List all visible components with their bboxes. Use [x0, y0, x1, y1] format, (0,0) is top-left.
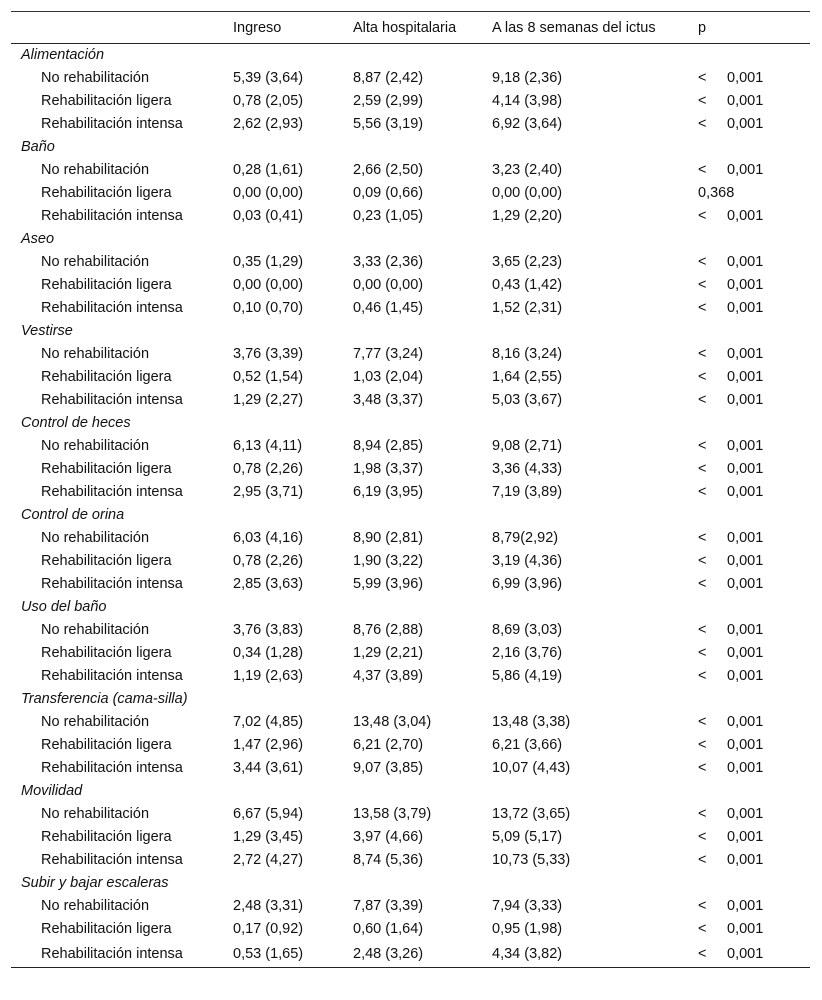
p-value: 0,001 [727, 553, 764, 569]
p-cell [698, 941, 810, 968]
semanas8-value: 3,19 (4,36) [492, 553, 563, 569]
p-value: 0,001 [727, 484, 764, 500]
category-label: Movilidad [21, 783, 83, 799]
header-ingreso: Ingreso [233, 12, 353, 44]
p-sign: < [698, 645, 707, 661]
p-sign: < [698, 898, 707, 914]
ingreso-value: 0,78 (2,26) [233, 461, 304, 477]
table-row [11, 159, 810, 182]
ingreso-value: 1,29 (2,27) [233, 392, 304, 408]
semanas8-value: 5,03 (3,67) [492, 392, 563, 408]
row-label: Rehabilitación intensa [41, 116, 183, 132]
alta-value: 5,56 (3,19) [353, 116, 424, 132]
ingreso-value: 3,76 (3,83) [233, 622, 304, 638]
semanas8-value: 1,64 (2,55) [492, 369, 563, 385]
p-cell [698, 343, 810, 366]
table-header [11, 12, 810, 44]
p-value: 0,001 [727, 116, 764, 132]
p-value: 0,001 [727, 668, 764, 684]
alta-value: 8,74 (5,36) [353, 852, 424, 868]
alta-value: 0,60 (1,64) [353, 921, 424, 937]
p-sign: < [698, 369, 707, 385]
table-row [11, 67, 810, 90]
p-sign: < [698, 162, 707, 178]
category-label: Subir y bajar escaleras [21, 875, 169, 891]
semanas8-value: 3,65 (2,23) [492, 254, 563, 270]
alta-value: 2,48 (3,26) [353, 941, 492, 968]
alta-value: 13,58 (3,79) [353, 806, 432, 822]
table-row [11, 573, 810, 596]
table-row [11, 458, 810, 481]
semanas8-value: 8,79(2,92) [492, 530, 559, 546]
p-value: 0,001 [727, 829, 764, 845]
p-cell [698, 366, 810, 389]
table-row [11, 389, 810, 412]
ingreso-value: 0,78 (2,05) [233, 93, 304, 109]
alta-value: 7,87 (3,39) [353, 898, 424, 914]
p-cell [698, 481, 810, 504]
category-row [11, 136, 810, 159]
table-row [11, 619, 810, 642]
semanas8-value: 10,73 (5,33) [492, 852, 571, 868]
row-label: No rehabilitación [41, 622, 150, 638]
p-sign: < [698, 806, 707, 822]
semanas8-value: 1,52 (2,31) [492, 300, 563, 316]
alta-value: 1,03 (2,04) [353, 369, 424, 385]
alta-value: 8,94 (2,85) [353, 438, 424, 454]
table-row [11, 113, 810, 136]
table-row [11, 895, 810, 918]
row-label: Rehabilitación ligera [41, 645, 172, 661]
ingreso-value: 6,03 (4,16) [233, 530, 304, 546]
p-cell [698, 182, 810, 205]
p-value: 0,001 [727, 300, 764, 316]
row-label: Rehabilitación intensa [41, 668, 183, 684]
p-cell [698, 711, 810, 734]
category-label: Control de orina [21, 507, 125, 523]
p-value: 0,001 [727, 945, 764, 962]
category-label: Aseo [21, 231, 55, 247]
p-cell [698, 550, 810, 573]
table-row [11, 550, 810, 573]
header-8-semanas: A las 8 semanas del ictus [492, 12, 698, 44]
p-cell [698, 251, 810, 274]
ingreso-value: 3,44 (3,61) [233, 760, 304, 776]
alta-value: 1,29 (2,21) [353, 645, 424, 661]
p-cell [698, 803, 810, 826]
p-cell [698, 895, 810, 918]
p-sign: < [698, 254, 707, 270]
alta-value: 8,87 (2,42) [353, 70, 424, 86]
p-sign: < [698, 208, 707, 224]
p-sign: < [698, 622, 707, 638]
ingreso-value: 7,02 (4,85) [233, 714, 304, 730]
p-cell [698, 205, 810, 228]
p-sign: < [698, 576, 707, 592]
category-row [11, 228, 810, 251]
category-row [11, 412, 810, 435]
semanas8-value: 1,29 (2,20) [492, 208, 563, 224]
p-cell [698, 573, 810, 596]
row-label: Rehabilitación ligera [41, 737, 172, 753]
table-row [11, 297, 810, 320]
p-cell [698, 734, 810, 757]
p-cell [698, 458, 810, 481]
header-empty [11, 12, 233, 44]
semanas8-value: 6,92 (3,64) [492, 116, 563, 132]
p-cell [698, 274, 810, 297]
ingreso-value: 2,62 (2,93) [233, 116, 304, 132]
alta-value: 0,00 (0,00) [353, 277, 424, 293]
semanas8-value: 9,18 (2,36) [492, 70, 563, 86]
ingreso-value: 1,19 (2,63) [233, 668, 304, 684]
alta-value: 8,76 (2,88) [353, 622, 424, 638]
p-value: 0,001 [727, 714, 764, 730]
header-row [11, 12, 810, 44]
ingreso-value: 1,47 (2,96) [233, 737, 304, 753]
p-sign: < [698, 93, 707, 109]
header-p: p [698, 12, 810, 44]
row-label: Rehabilitación ligera [41, 369, 172, 385]
row-label: No rehabilitación [41, 530, 150, 546]
p-cell [698, 849, 810, 872]
p-sign: < [698, 438, 707, 454]
ingreso-value: 6,67 (5,94) [233, 806, 304, 822]
category-label: Control de heces [21, 415, 131, 431]
row-label: Rehabilitación ligera [41, 461, 172, 477]
alta-value: 0,46 (1,45) [353, 300, 424, 316]
semanas8-value: 4,34 (3,82) [492, 941, 698, 968]
p-sign: < [698, 277, 707, 293]
semanas8-value: 8,69 (3,03) [492, 622, 563, 638]
table-row [11, 826, 810, 849]
semanas8-value: 13,48 (3,38) [492, 714, 571, 730]
ingreso-value: 0,28 (1,61) [233, 162, 304, 178]
p-value: 0,001 [727, 737, 764, 753]
row-label: No rehabilitación [41, 254, 150, 270]
p-value: 0,001 [727, 921, 764, 937]
p-value: 0,001 [727, 852, 764, 868]
p-sign: < [698, 714, 707, 730]
table-row [11, 182, 810, 205]
ingreso-value: 6,13 (4,11) [233, 438, 303, 454]
p-cell [698, 665, 810, 688]
semanas8-value: 0,00 (0,00) [492, 185, 563, 201]
p-sign: < [698, 346, 707, 362]
alta-value: 8,90 (2,81) [353, 530, 424, 546]
p-sign: < [698, 530, 707, 546]
row-label: No rehabilitación [41, 438, 150, 454]
category-row [11, 688, 810, 711]
semanas8-value: 7,94 (3,33) [492, 898, 563, 914]
category-label: Uso del baño [21, 599, 107, 615]
p-sign: < [698, 461, 707, 477]
alta-value: 5,99 (3,96) [353, 576, 424, 592]
alta-value: 0,09 (0,66) [353, 185, 424, 201]
row-label: Rehabilitación intensa [41, 392, 183, 408]
p-sign: < [698, 116, 707, 132]
table-row [11, 803, 810, 826]
ingreso-value: 2,72 (4,27) [233, 852, 304, 868]
category-row [11, 504, 810, 527]
row-label: Rehabilitación intensa [41, 208, 183, 224]
row-label: Rehabilitación ligera [41, 921, 172, 937]
ingreso-value: 3,76 (3,39) [233, 346, 304, 362]
row-label: Rehabilitación intensa [41, 760, 183, 776]
p-value: 0,001 [727, 530, 764, 546]
ingreso-value: 0,35 (1,29) [233, 254, 304, 270]
p-cell [698, 389, 810, 412]
category-label: Vestirse [21, 323, 73, 339]
p-value: 0,001 [727, 760, 764, 776]
table-row [11, 274, 810, 297]
p-cell [698, 757, 810, 780]
ingreso-value: 0,00 (0,00) [233, 277, 304, 293]
p-sign: < [698, 668, 707, 684]
alta-value: 6,19 (3,95) [353, 484, 424, 500]
ingreso-value: 0,00 (0,00) [233, 185, 304, 201]
category-row [11, 780, 810, 803]
ingreso-value: 0,10 (0,70) [233, 300, 304, 316]
row-label: Rehabilitación ligera [41, 829, 172, 845]
p-cell [698, 67, 810, 90]
semanas8-value: 5,86 (4,19) [492, 668, 563, 684]
table-row [11, 665, 810, 688]
semanas8-value: 5,09 (5,17) [492, 829, 563, 845]
p-value: 0,001 [727, 645, 764, 661]
table-row [11, 343, 810, 366]
table-row [11, 527, 810, 550]
category-label: Baño [21, 139, 55, 155]
row-label: Rehabilitación intensa [11, 941, 233, 968]
ingreso-value: 2,95 (3,71) [233, 484, 304, 500]
alta-value: 1,98 (3,37) [353, 461, 424, 477]
p-cell [698, 159, 810, 182]
table-row [11, 481, 810, 504]
category-row [11, 596, 810, 619]
p-value: 0,001 [727, 806, 764, 822]
row-label: No rehabilitación [41, 898, 150, 914]
ingreso-value: 0,03 (0,41) [233, 208, 304, 224]
table-row [11, 366, 810, 389]
row-label: No rehabilitación [41, 346, 150, 362]
p-cell [698, 435, 810, 458]
table-row [11, 918, 810, 941]
p-cell [698, 642, 810, 665]
ingreso-value: 0,17 (0,92) [233, 921, 304, 937]
table-row [11, 941, 810, 968]
row-label: Rehabilitación ligera [41, 185, 172, 201]
alta-value: 9,07 (3,85) [353, 760, 424, 776]
p-value: 0,001 [727, 346, 764, 362]
semanas8-value: 4,14 (3,98) [492, 93, 563, 109]
table-row [11, 642, 810, 665]
p-value: 0,001 [727, 576, 764, 592]
ingreso-value: 1,29 (3,45) [233, 829, 304, 845]
p-sign: < [698, 852, 707, 868]
semanas8-value: 0,43 (1,42) [492, 277, 563, 293]
p-value: 0,001 [727, 93, 764, 109]
semanas8-value: 9,08 (2,71) [492, 438, 563, 454]
alta-value: 3,48 (3,37) [353, 392, 424, 408]
ingreso-value: 2,48 (3,31) [233, 898, 304, 914]
p-sign: < [698, 921, 707, 937]
table-row [11, 205, 810, 228]
results-table-container [11, 11, 810, 968]
p-cell [698, 113, 810, 136]
p-value: 0,001 [727, 461, 764, 477]
table-row [11, 251, 810, 274]
alta-value: 1,90 (3,22) [353, 553, 424, 569]
p-sign: < [698, 70, 707, 86]
row-label: No rehabilitación [41, 714, 150, 730]
ingreso-value: 0,52 (1,54) [233, 369, 304, 385]
p-sign: < [698, 760, 707, 776]
ingreso-value: 0,53 (1,65) [233, 941, 353, 968]
p-sign: < [698, 737, 707, 753]
ingreso-value: 0,78 (2,26) [233, 553, 304, 569]
alta-value: 2,66 (2,50) [353, 162, 424, 178]
table-row [11, 90, 810, 113]
semanas8-value: 0,95 (1,98) [492, 921, 563, 937]
row-label: Rehabilitación intensa [41, 300, 183, 316]
semanas8-value: 7,19 (3,89) [492, 484, 563, 500]
p-value: 0,001 [727, 392, 764, 408]
semanas8-value: 2,16 (3,76) [492, 645, 563, 661]
category-row [11, 872, 810, 895]
row-label: Rehabilitación ligera [41, 277, 172, 293]
alta-value: 0,23 (1,05) [353, 208, 424, 224]
p-value: 0,001 [727, 70, 764, 86]
semanas8-value: 3,36 (4,33) [492, 461, 563, 477]
row-label: Rehabilitación intensa [41, 484, 183, 500]
p-sign: < [698, 553, 707, 569]
results-table [11, 11, 810, 968]
row-label: Rehabilitación ligera [41, 93, 172, 109]
table-row [11, 757, 810, 780]
row-label: No rehabilitación [41, 806, 150, 822]
p-sign: < [698, 484, 707, 500]
semanas8-value: 8,16 (3,24) [492, 346, 563, 362]
p-sign: < [698, 300, 707, 316]
p-sign: < [698, 945, 707, 962]
row-label: No rehabilitación [41, 162, 150, 178]
p-cell [698, 826, 810, 849]
table-row [11, 849, 810, 872]
alta-value: 13,48 (3,04) [353, 714, 432, 730]
p-value: 0,001 [727, 254, 764, 270]
semanas8-value: 13,72 (3,65) [492, 806, 571, 822]
alta-value: 3,33 (2,36) [353, 254, 424, 270]
semanas8-value: 6,99 (3,96) [492, 576, 563, 592]
alta-value: 6,21 (2,70) [353, 737, 424, 753]
p-cell [698, 90, 810, 113]
row-label: Rehabilitación intensa [41, 852, 183, 868]
p-value: 0,001 [727, 208, 764, 224]
category-row [11, 44, 810, 67]
semanas8-value: 10,07 (4,43) [492, 760, 571, 776]
table-row [11, 711, 810, 734]
row-label: Rehabilitación intensa [41, 576, 183, 592]
p-cell [698, 527, 810, 550]
p-value: 0,368 [698, 185, 735, 201]
ingreso-value: 2,85 (3,63) [233, 576, 304, 592]
p-cell [698, 619, 810, 642]
alta-value: 7,77 (3,24) [353, 346, 424, 362]
p-value: 0,001 [727, 622, 764, 638]
category-row [11, 320, 810, 343]
p-value: 0,001 [727, 898, 764, 914]
category-label: Alimentación [21, 47, 105, 64]
p-sign: < [698, 829, 707, 845]
p-value: 0,001 [727, 369, 764, 385]
p-sign: < [698, 392, 707, 408]
p-value: 0,001 [727, 162, 764, 178]
ingreso-value: 5,39 (3,64) [233, 70, 304, 86]
alta-value: 4,37 (3,89) [353, 668, 424, 684]
row-label: Rehabilitación ligera [41, 553, 172, 569]
category-label: Transferencia (cama-silla) [21, 691, 188, 707]
table-row [11, 734, 810, 757]
p-cell [698, 297, 810, 320]
row-label: No rehabilitación [41, 70, 150, 86]
semanas8-value: 6,21 (3,66) [492, 737, 563, 753]
semanas8-value: 3,23 (2,40) [492, 162, 563, 178]
p-value: 0,001 [727, 438, 764, 454]
alta-value: 2,59 (2,99) [353, 93, 424, 109]
alta-value: 3,97 (4,66) [353, 829, 424, 845]
table-body [11, 44, 810, 968]
p-value: 0,001 [727, 277, 764, 293]
p-cell [698, 918, 810, 941]
header-alta-hospitalaria: Alta hospitalaria [353, 12, 492, 44]
table-row [11, 435, 810, 458]
ingreso-value: 0,34 (1,28) [233, 645, 304, 661]
